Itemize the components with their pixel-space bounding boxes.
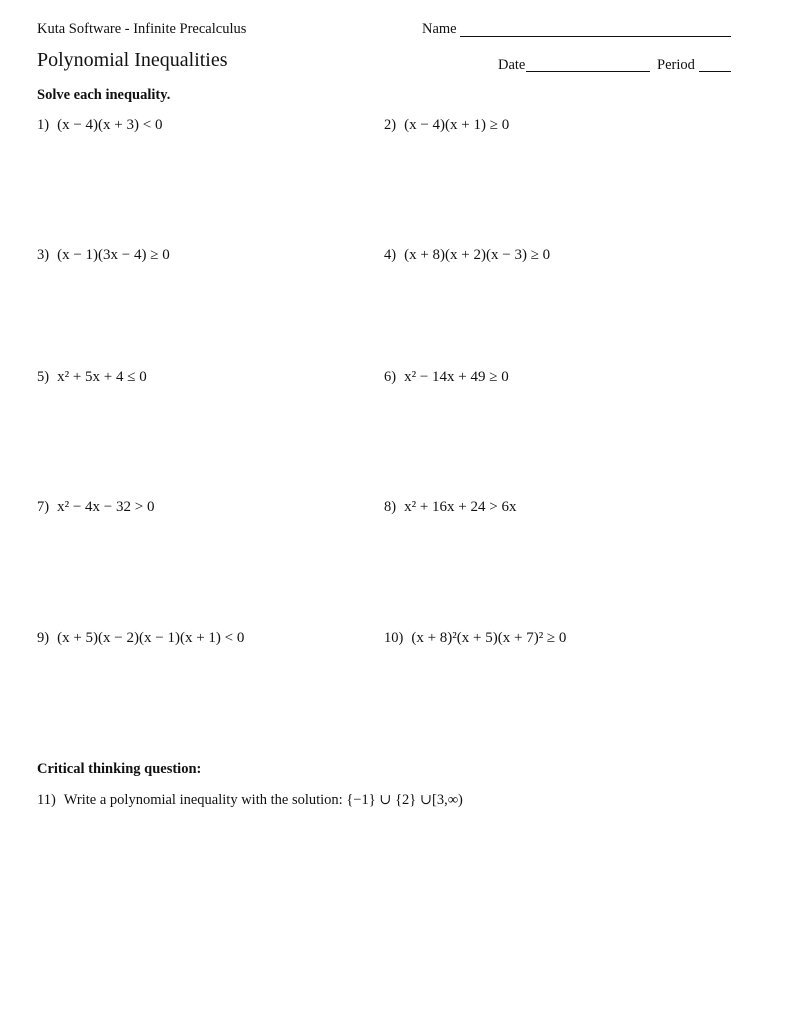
problem-expression: (x − 1)(3x − 4) ≥ 0 bbox=[57, 247, 170, 263]
problem-expression: (x + 8)(x + 2)(x − 3) ≥ 0 bbox=[404, 247, 551, 263]
problem-number: 6) bbox=[384, 369, 397, 385]
date-field-line[interactable] bbox=[526, 71, 650, 72]
problem-number: 7) bbox=[37, 499, 50, 515]
period-field-line[interactable] bbox=[699, 71, 731, 72]
problem-expression: (x + 8)²(x + 5)(x + 7)² ≥ 0 bbox=[411, 630, 567, 646]
problem-number: 9) bbox=[37, 630, 50, 646]
problem-10 bbox=[384, 630, 566, 647]
problem-7 bbox=[37, 499, 154, 516]
worksheet-title: Polynomial Inequalities bbox=[37, 49, 228, 71]
problem-number: 10) bbox=[384, 630, 404, 646]
critical-thinking-heading: Critical thinking question: bbox=[37, 761, 202, 777]
name-label: Name bbox=[422, 21, 457, 37]
problem-expression: x² − 14x + 49 ≥ 0 bbox=[404, 369, 509, 385]
period-label: Period bbox=[657, 57, 695, 73]
publisher-label: Kuta Software - Infinite Precalculus bbox=[37, 21, 247, 37]
instructions: Solve each inequality. bbox=[37, 87, 171, 103]
problem-8 bbox=[384, 499, 516, 516]
problem-5 bbox=[37, 369, 147, 386]
problem-expression: x² − 4x − 32 > 0 bbox=[57, 499, 155, 515]
problem-expression: (x − 4)(x + 3) < 0 bbox=[57, 117, 163, 133]
problem-number: 2) bbox=[384, 117, 397, 133]
problem-3 bbox=[37, 247, 170, 264]
problem-number: 4) bbox=[384, 247, 397, 263]
problem-4 bbox=[384, 247, 550, 264]
problem-expression: x² + 16x + 24 > 6x bbox=[404, 499, 517, 515]
problem-9 bbox=[37, 630, 244, 647]
problem-number: 1) bbox=[37, 117, 50, 133]
problem-expression: x² + 5x + 4 ≤ 0 bbox=[57, 369, 147, 385]
name-field-line[interactable] bbox=[460, 36, 731, 37]
problem-number: 8) bbox=[384, 499, 397, 515]
date-label: Date bbox=[498, 57, 526, 73]
problem-text: Write a polynomial inequality with the solution: {−1} ∪ {2} ∪[3,∞) bbox=[63, 792, 463, 808]
problem-6 bbox=[384, 369, 509, 386]
problem-1 bbox=[37, 117, 162, 134]
problem-11 bbox=[37, 792, 463, 809]
problem-2 bbox=[384, 117, 509, 134]
problem-number: 3) bbox=[37, 247, 50, 263]
problem-expression: (x + 5)(x − 2)(x − 1)(x + 1) < 0 bbox=[57, 630, 245, 646]
problem-number: 11) bbox=[37, 792, 56, 808]
problem-expression: (x − 4)(x + 1) ≥ 0 bbox=[404, 117, 510, 133]
problem-number: 5) bbox=[37, 369, 50, 385]
